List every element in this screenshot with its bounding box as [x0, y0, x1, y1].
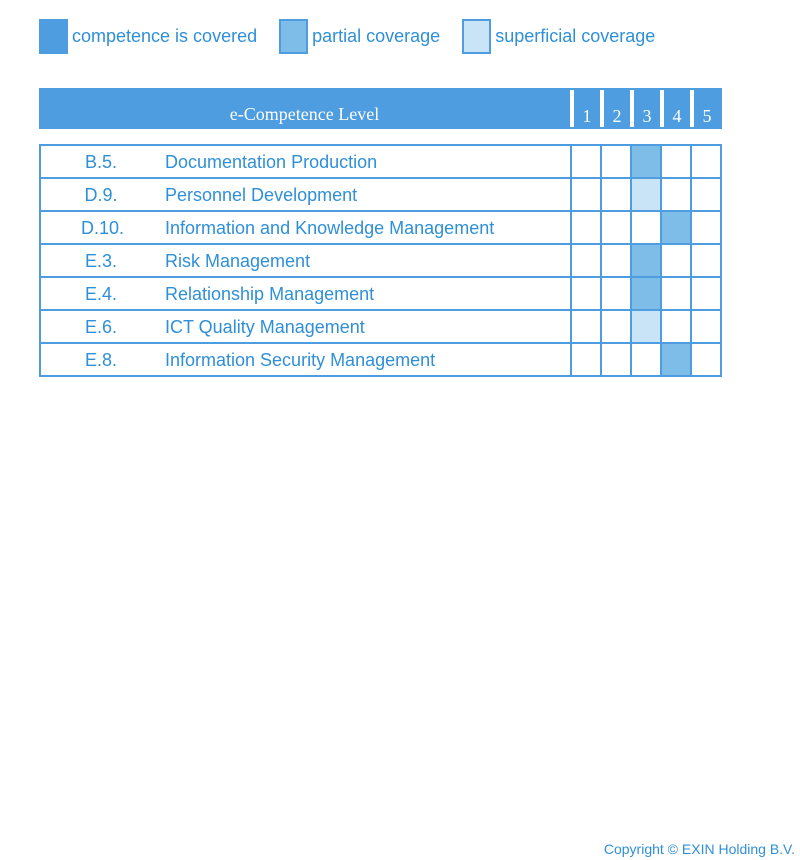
level-number: 2 — [612, 106, 622, 126]
competence-name: ICT Quality Management — [165, 317, 365, 337]
copyright-text: Copyright © EXIN Holding B.V. — [603, 841, 795, 857]
level-cell-2 — [601, 178, 631, 211]
competence-name: Information Security Management — [165, 350, 436, 370]
level-cell-3 — [631, 211, 661, 244]
level-cell-5 — [691, 343, 721, 376]
table-row — [40, 211, 721, 244]
level-cell-5 — [691, 145, 721, 178]
competence-cell — [40, 178, 571, 211]
level-cell-4 — [661, 343, 691, 376]
level-cell-3 — [631, 244, 661, 277]
table-row — [40, 178, 721, 211]
competence-table — [39, 144, 722, 377]
legend-item-covered — [39, 19, 257, 54]
level-header-3 — [630, 88, 660, 129]
level-cell-5 — [691, 244, 721, 277]
level-cell-4 — [661, 277, 691, 310]
level-cell-1 — [571, 178, 601, 211]
competence-code: E.4. — [84, 284, 118, 304]
legend-label: superficial coverage — [495, 25, 656, 46]
level-cell-3 — [631, 178, 661, 211]
legend — [39, 17, 677, 55]
level-cell-5 — [691, 310, 721, 343]
table-row — [40, 310, 721, 343]
level-cell-4 — [661, 178, 691, 211]
level-cell-5 — [691, 211, 721, 244]
level-cell-1 — [571, 277, 601, 310]
level-number: 5 — [702, 106, 712, 126]
level-cell-2 — [601, 277, 631, 310]
competence-code: E.8. — [84, 350, 118, 370]
level-cell-1 — [571, 211, 601, 244]
competence-code: D.10. — [81, 218, 125, 238]
legend-label: competence is covered — [72, 25, 258, 46]
legend-item-superficial — [462, 19, 655, 54]
competence-cell — [40, 343, 571, 376]
level-cell-3 — [631, 343, 661, 376]
level-cell-2 — [601, 244, 631, 277]
level-cell-1 — [571, 310, 601, 343]
competence-cell — [40, 310, 571, 343]
competence-level-header — [39, 88, 722, 129]
competence-cell — [40, 277, 571, 310]
table-row — [40, 145, 721, 178]
competence-name: Risk Management — [165, 251, 311, 271]
competence-cell — [40, 211, 571, 244]
table-row — [40, 343, 721, 376]
competence-name: Personnel Development — [165, 185, 358, 205]
competence-code: E.3. — [84, 251, 118, 271]
level-number: 3 — [642, 106, 652, 126]
competence-code: D.9. — [84, 185, 118, 205]
level-header-5 — [690, 88, 720, 129]
level-number: 1 — [582, 106, 592, 126]
level-cell-4 — [661, 211, 691, 244]
level-cell-2 — [601, 211, 631, 244]
level-header-4 — [660, 88, 690, 129]
table-row — [40, 277, 721, 310]
level-cell-4 — [661, 244, 691, 277]
level-cell-4 — [661, 310, 691, 343]
level-cell-1 — [571, 244, 601, 277]
level-cell-3 — [631, 145, 661, 178]
level-cell-2 — [601, 145, 631, 178]
competence-name: Relationship Management — [165, 284, 375, 304]
level-cell-3 — [631, 310, 661, 343]
level-number: 4 — [672, 106, 682, 126]
level-cell-4 — [661, 145, 691, 178]
legend-label: partial coverage — [312, 25, 441, 46]
level-header-2 — [600, 88, 630, 129]
covered-swatch — [39, 19, 68, 54]
level-cell-2 — [601, 343, 631, 376]
level-cell-3 — [631, 277, 661, 310]
competence-code: E.6. — [84, 317, 118, 337]
header-title: e-Competence Level — [229, 104, 380, 124]
competence-code: B.5. — [84, 152, 118, 172]
competence-cell — [40, 145, 571, 178]
level-cell-5 — [691, 178, 721, 211]
competence-table-body — [40, 145, 721, 376]
competence-cell — [40, 244, 571, 277]
competence-name: Information and Knowledge Management — [165, 218, 495, 238]
level-cell-1 — [571, 145, 601, 178]
level-header-1 — [570, 88, 600, 129]
level-cell-5 — [691, 277, 721, 310]
partial-swatch — [279, 19, 308, 54]
legend-item-partial — [279, 19, 440, 54]
level-cell-2 — [601, 310, 631, 343]
competence-name: Documentation Production — [165, 152, 378, 172]
level-cell-1 — [571, 343, 601, 376]
table-row — [40, 244, 721, 277]
superficial-swatch — [462, 19, 491, 54]
